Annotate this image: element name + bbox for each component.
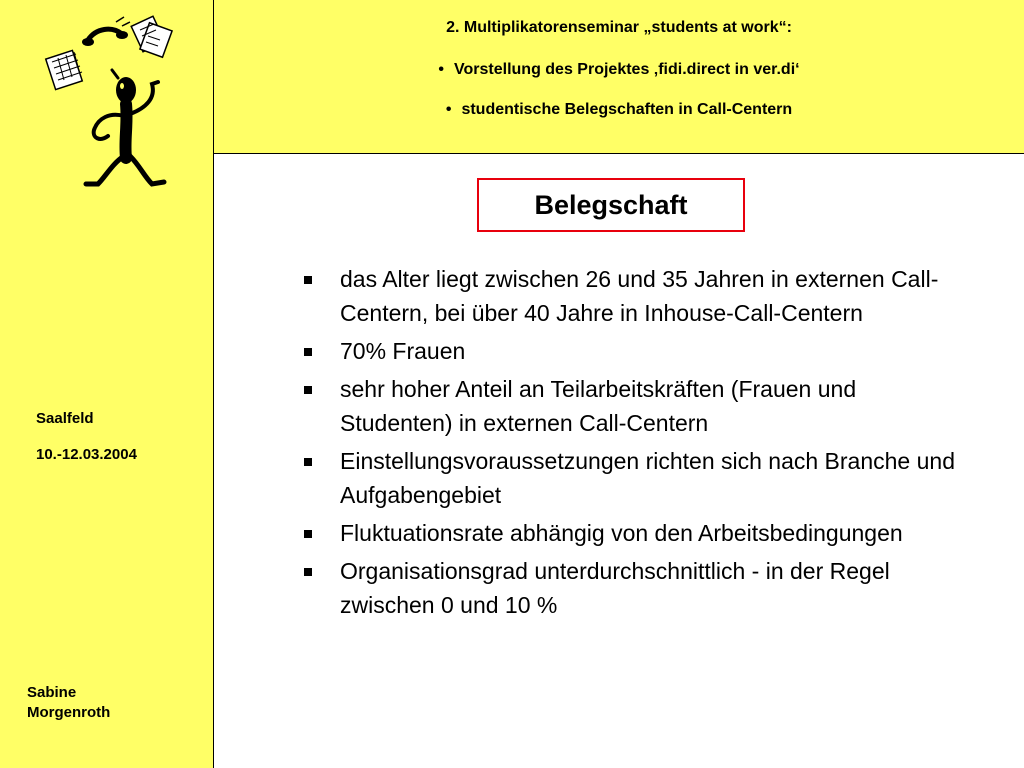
list-item	[304, 372, 964, 440]
square-bullet-icon	[304, 458, 312, 466]
list-item	[304, 554, 964, 622]
header-subtitle-topic-text: studentische Belegschaften in Call-Centern	[461, 101, 793, 118]
list-item-text: sehr hoher Anteil an Teilarbeitskräften (Frauen und Studenten) in externen Call-Centern	[340, 376, 857, 436]
papers-icon	[131, 16, 172, 57]
header-subtitle-project-text: Vorstellung des Projektes ‚fidi.direct in ver.di‘	[454, 61, 800, 78]
header-subtitle-topic	[214, 101, 1024, 119]
calendar-icon	[46, 50, 83, 89]
square-bullet-icon	[304, 276, 312, 284]
juggling-figure-icon	[40, 12, 180, 194]
telephone-icon	[82, 17, 130, 46]
seminar-location: Saalfeld	[36, 410, 94, 427]
list-item	[304, 262, 964, 330]
list-item	[304, 444, 964, 512]
square-bullet-icon	[304, 386, 312, 394]
list-item	[304, 516, 964, 550]
header-subtitle-project	[214, 61, 1024, 79]
author-name	[27, 683, 110, 723]
list-item-text: Organisationsgrad unterdurchschnittlich - in der Regel zwischen 0 und 10 %	[340, 558, 890, 618]
list-item-text: Einstellungsvoraussetzungen richten sich nach Branche und Aufgabengebiet	[340, 448, 955, 508]
square-bullet-icon	[304, 530, 312, 538]
square-bullet-icon	[304, 348, 312, 356]
list-item-text: das Alter liegt zwischen 26 und 35 Jahren in externen Call-Centern, bei über 40 Jahre in Inhouse-Call-Centern	[340, 266, 939, 326]
list-item-text: 70% Frauen	[340, 338, 466, 364]
sidebar	[0, 0, 214, 768]
author-first-name: Sabine	[27, 684, 77, 701]
seminar-date: 10.-12.03.2004	[36, 446, 137, 463]
author-last-name: Morgenroth	[27, 704, 111, 721]
seminar-title: 2. Multiplikatorenseminar „students at work“:	[446, 19, 792, 36]
bullet-icon: •	[438, 61, 445, 78]
slide-header	[214, 0, 1024, 154]
square-bullet-icon	[304, 568, 312, 576]
list-item-text: Fluktuationsrate abhängig von den Arbeitsbedingungen	[340, 520, 903, 546]
list-item	[304, 334, 964, 368]
content-bullet-list	[304, 262, 964, 626]
slide-title: Belegschaft	[477, 178, 745, 232]
bullet-icon: •	[445, 101, 452, 118]
